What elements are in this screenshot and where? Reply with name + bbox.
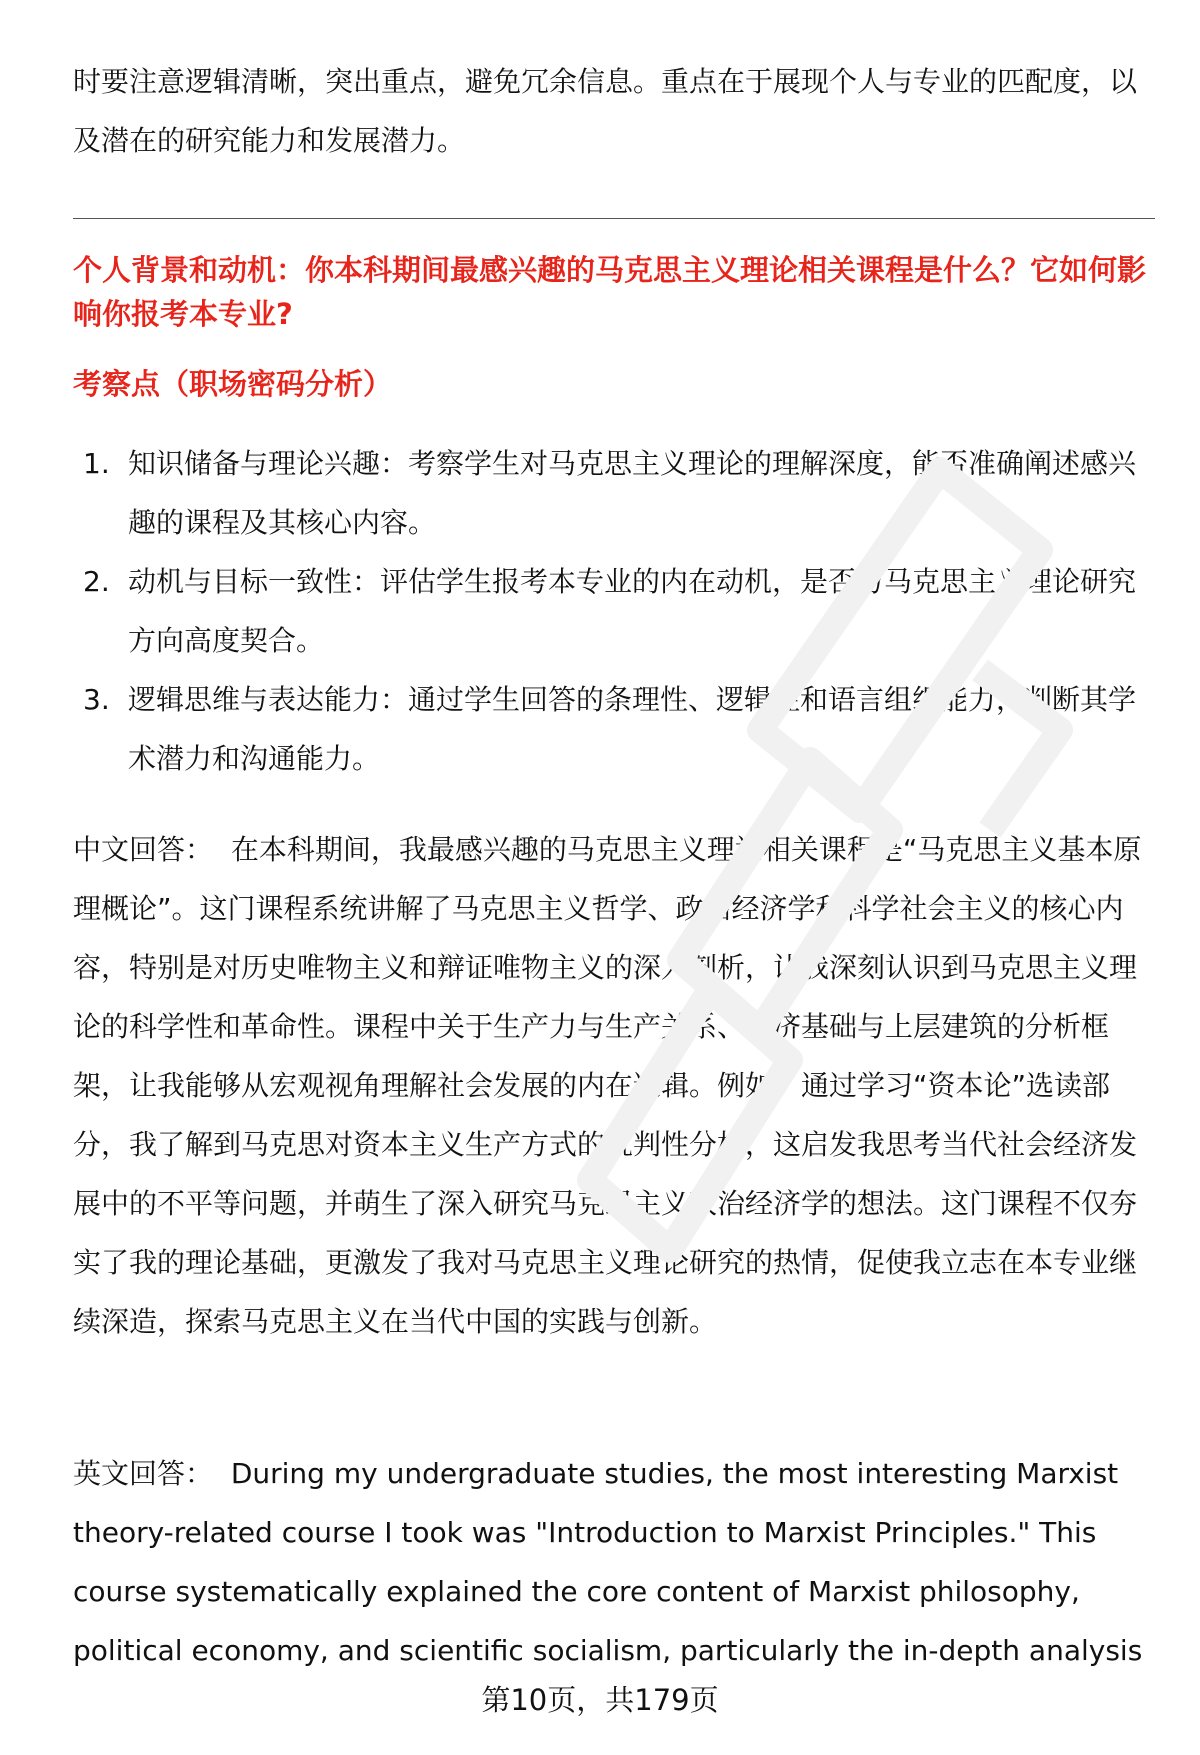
kaochadian-list	[73, 434, 1155, 788]
list-item-text: 逻辑思维与表达能力：通过学生回答的条理性、逻辑性和语言组织能力，判断其学术潜力和沟通能力。	[128, 683, 1137, 775]
list-item	[73, 434, 1155, 552]
list-item	[73, 552, 1155, 670]
list-item	[73, 670, 1155, 788]
chinese-answer-label: 中文回答：	[73, 833, 214, 866]
english-answer-paragraph	[73, 1444, 1155, 1680]
intro-paragraph: 时要注意逻辑清晰，突出重点，避免冗余信息。重点在于展现个人与专业的匹配度，以及潜在的研究能力和发展潜力。	[73, 65, 1138, 157]
list-item-number: 3.	[83, 683, 110, 716]
section-divider	[73, 218, 1155, 219]
kaochadian-title: 考察点（职场密码分析）	[73, 367, 393, 401]
page-footer: 第10页，共179页	[481, 1683, 719, 1717]
list-item-text: 动机与目标一致性：评估学生报考本专业的内在动机，是否与马克思主义理论研究方向高度契合。	[128, 565, 1137, 657]
list-item-number: 2.	[83, 565, 110, 598]
english-answer-label: 英文回答：	[73, 1457, 214, 1490]
chinese-answer-paragraph	[73, 820, 1155, 1351]
question-title: 个人背景和动机：你本科期间最感兴趣的马克思主义理论相关课程是什么？它如何影响你报考本专业?	[73, 253, 1147, 331]
chinese-answer-text: 在本科期间，我最感兴趣的马克思主义理论相关课程是“马克思主义基本原理概论”。这门课程系统讲解了马克思主义哲学、政治经济学和科学社会主义的核心内容，特别是对历史唯物主义和辩证唯物主义的深入剖析，让我深刻认识到马克思主义理论的科学性和革命性。课程中关于生产力与生产关系、经济基础与上层建筑的分析框架，让我能够从宏观视角理解社会发展的内在逻辑。例如，通过学习“资本论”选读部分，我了解到马克思对资本主义生产方式的批判性分析，这启发我思考当代社会经济发展中的不平等问题，并萌生了深入研究马克思主义政治经济学的想法。这门课程不仅夯实了我的理论基础，更激发了我对马克思主义理论研究的热情，促使我立志在本专业继续深造，探索马克思主义在当代中国的实践与创新。	[73, 833, 1142, 1338]
english-answer-text: During my undergraduate studies, the most interesting Marxist theory-related course I took was "Introduction to Marxist Principles." This course systematically explained the core content of Marxist philosophy, political economy, and scientific socialism, particularly the in-depth analysis	[73, 1457, 1143, 1667]
list-item-text: 知识储备与理论兴趣：考察学生对马克思主义理论的理解深度，能否准确阐述感兴趣的课程及其核心内容。	[128, 447, 1137, 539]
list-item-number: 1.	[83, 447, 110, 480]
